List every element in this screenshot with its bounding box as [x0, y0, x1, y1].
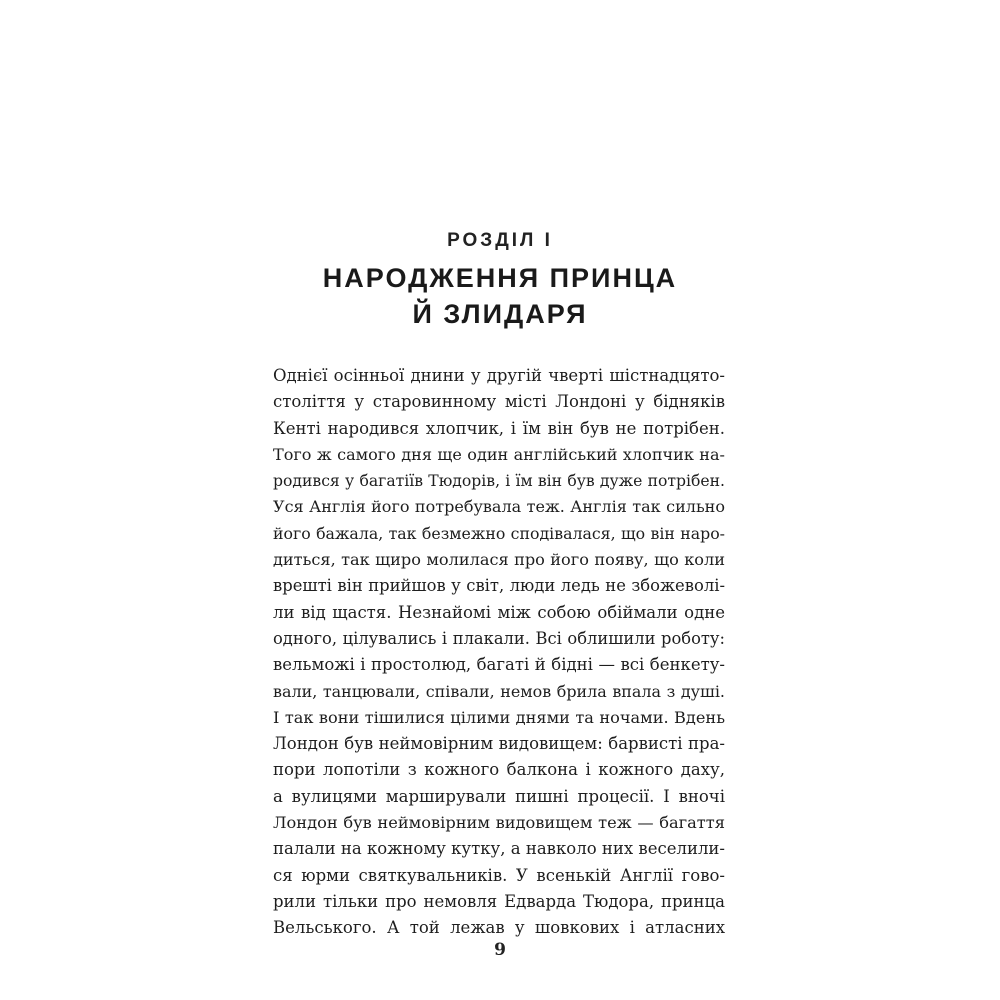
- text-line: а вулицями марширували пишні процесії. І вночі: [273, 786, 725, 806]
- chapter-label: РОЗДІЛ I: [447, 230, 553, 251]
- text-line: ся юрми святкувальників. У всенькій Англії гово-: [273, 865, 725, 885]
- text-line: його бажала, так безмежно сподівалася, що він наро-: [273, 523, 725, 543]
- text-line: пори лопотіли з кожного балкона і кожного даху,: [273, 760, 725, 780]
- text-line: Вельського. А той лежав у шовкових і атласних: [273, 918, 725, 938]
- chapter-title-line: НАРОДЖЕННЯ ПРИНЦА: [322, 263, 678, 293]
- chapter-body-text: [273, 363, 725, 942]
- text-line: ли від щастя. Незнайомі між собою обіймали одне: [273, 602, 725, 622]
- chapter-title-line: Й ЗЛИДАРЯ: [412, 299, 588, 329]
- text-line: палали на кожному кутку, а навколо них веселили-: [273, 839, 726, 859]
- text-line: рили тільки про немовля Едварда Тюдора, принца: [273, 891, 725, 911]
- text-line: Однієї осінньої днини у другій чверті шістнадцято-: [273, 366, 725, 385]
- text-line: одного, цілувались і плакали. Всі облишили роботу:: [273, 628, 725, 648]
- text-line: диться, так щиро молилася про його появу, що коли: [273, 550, 725, 570]
- text-line: І так вони тішилися цілими днями та ночами. Вдень: [273, 707, 725, 727]
- text-line: вали, танцювали, співали, немов брила впала з душі.: [273, 681, 725, 701]
- text-line: родився у багатіїв Тюдорів, і їм він був дуже потрібен.: [273, 472, 725, 491]
- text-line: Того ж самого дня ще один англійський хлопчик на-: [273, 444, 725, 464]
- text-line: Лондон був неймовірним видовищем: барвисті пра-: [273, 734, 725, 754]
- text-line: Кенті народився хлопчик, і їм він був не потрібен.: [273, 418, 725, 438]
- chapter-title: [0, 260, 1000, 332]
- page-number: 9: [494, 940, 506, 960]
- text-line: Лондон був неймовірним видовищем теж — багаття: [273, 813, 725, 833]
- text-line: Уся Англія його потребувала теж. Англія так сильно: [273, 497, 725, 517]
- text-line: врешті він прийшов у світ, люди ледь не збожеволі-: [273, 576, 725, 596]
- text-line: століття у старовинному місті Лондоні у бідняків: [273, 392, 725, 412]
- text-line: вельможі і простолюд, багаті й бідні — всі бенкету-: [273, 655, 725, 675]
